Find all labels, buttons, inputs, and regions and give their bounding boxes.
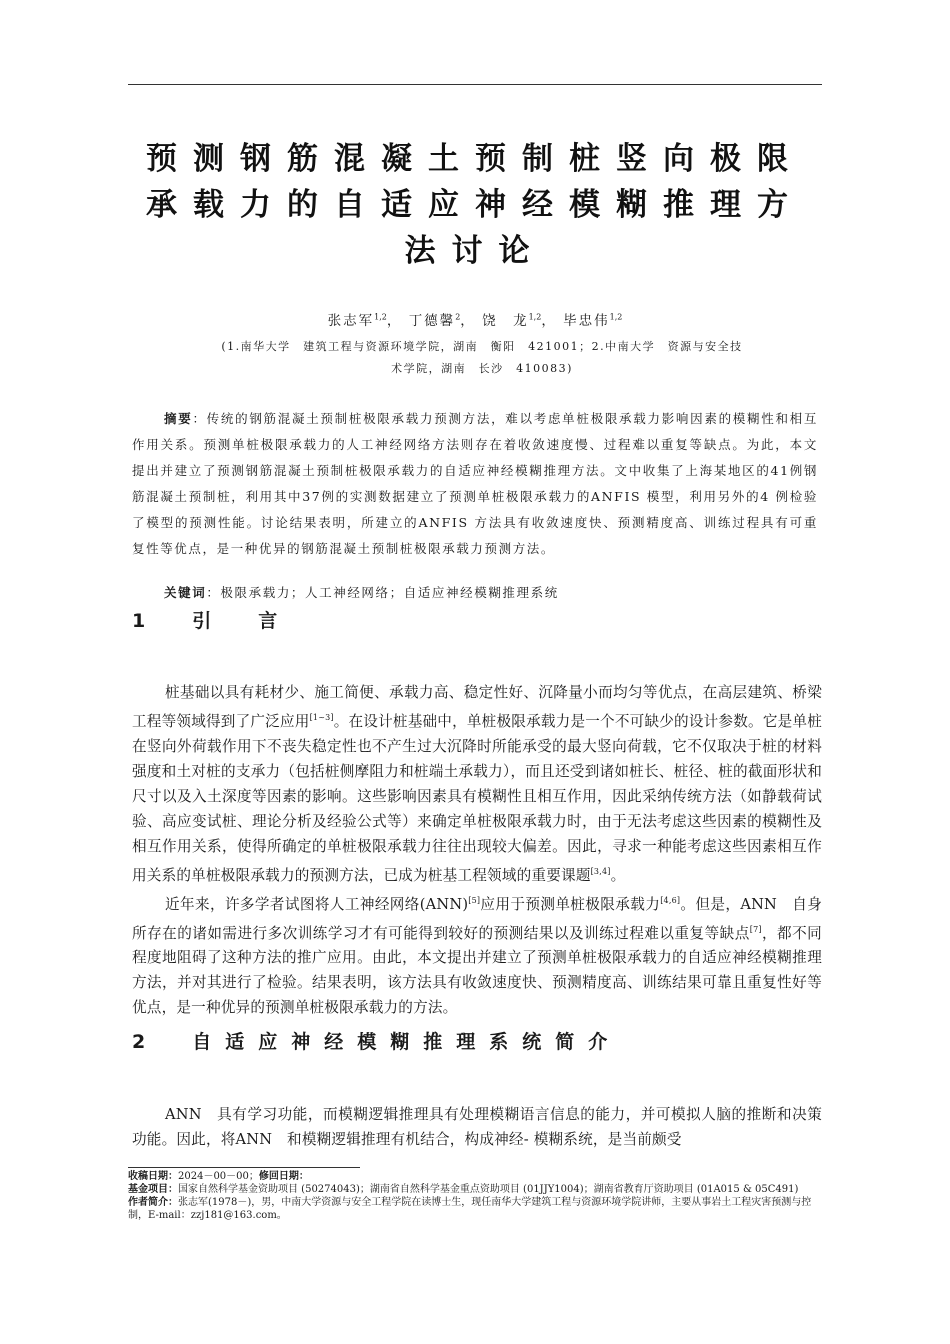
citation[interactable]: [3,4] [590,866,611,876]
keywords-text: ：极限承载力；人工神经网络；自适应神经模糊推理系统 [206,585,559,600]
author-affil-mark: 1,2 [374,312,387,322]
abstract-label: 摘要 [164,411,193,426]
footnote-fund [128,1183,828,1196]
section-1-body [132,680,822,1020]
footnote-rule [128,1167,360,1168]
footnote-label: 修回日期： [258,1171,309,1182]
footnote-label: 作者简介： [128,1197,178,1208]
paragraph-text: 。 [610,866,626,884]
paragraph-text: 。在设计桩基础中，单桩极限承载力是一个不可缺少的设计参数。它是单桩在竖向外荷载作用下不丧失稳定性也不产生过大沉降时所能承受的最大竖向荷载，它不仅取决于桩的材料强度和土对桩的支承力（包括桩侧摩阻力和桩端土承载力），而且还受到诸如桩长、桩径、桩的截面形状和尺寸以及入土深度等因素的影响。这些影响因素具有模糊性且相互作用，因此采纳传统方法（如静载荷试验、高应变试桩、理论分析及经验公式等）来确定单桩极限承载力时，由于无法考虑这些因素的模糊性及相互作用关系，使得所确定的单桩极限承载力往往出现较大偏差。因此，寻求一种能考虑这些因素相互作用关系的单桩极限承载力的预测方法，已成为桩基工程领域的重要课题 [132,712,823,884]
footnotes [128,1170,828,1222]
author-name: 张志军 [327,313,375,329]
author-name: 丁德馨 [408,313,456,329]
citation[interactable]: [5] [468,895,481,905]
abstract [132,406,818,562]
paragraph [132,888,822,1021]
footnote-received [128,1170,828,1183]
section-2-body [132,1102,822,1152]
citation[interactable]: [7] [749,924,762,934]
affiliation-line: 术学院，湖南 长沙 410083) [391,362,573,375]
keywords [132,582,818,604]
author-list: 张志军$^{1,2}$， 丁德馨$^2$， 饶 龙$^{1,2}$， 毕忠伟$^{1,2}$ [327,312,623,329]
abstract-text: ：传统的钢筋混凝土预制桩极限承载力预测方法，难以考虑单桩极限承载力影响因素的模糊性和相互作用关系。预测单桩极限承载力的人工神经网络方法则存在着收敛速度慢、过程难以重复等缺点。为此，本文提出并建立了预测钢筋混凝土预制桩极限承载力的自适应神经模糊推理方法。文中收集了上海某地区的41例钢筋混凝土预制桩，利用其中37例的实测数据建立了预测单桩极限承载力的ANFIS 模型，利用另外的4 例检验了模型的预测性能。讨论结果表明，所建立的ANFIS 方法具有收敛速度快、预测精度高、训练过程具有可重复性等优点，是一种优异的钢筋混凝土预制桩极限承载力预测方法。 [132,411,819,556]
paragraph-text: 应用于预测单桩极限承载力 [480,895,661,913]
paragraph-text: 近年来，许多学者试图将人工神经网络(ANN) [165,895,469,913]
paper-title: 预测钢筋混凝土预制桩竖向极限承载力的自适应神经模糊推理方法讨论 [146,141,804,269]
paragraph-text: ，都不同程度地阻碍了这种方法的推广应用。由此，本文提出并建立了预测单桩极限承载力的自适应神经模糊推理方法，并对其进行了检验。结果表明，该方法具有收敛速度快、预测精度高、训练结果可靠且重复性好等优点，是一种优异的预测单桩极限承载力的方法。 [132,924,822,1017]
footnote-author [128,1196,828,1222]
footnote-text: 国家自然科学基金资助项目 (50274043)；湖南省自然科学基金重点资助项目 (01JJY1004)；湖南省教育厅资助项目 (01A015 & 05C491) [178,1184,799,1195]
section-heading: 2 自适应神经模糊推理系统简介 [132,1031,622,1053]
paragraph: ANN 具有学习功能，而模糊逻辑推理具有处理模糊语言信息的能力，并可模拟人脑的推断和决策功能。因此，将ANN 和模糊逻辑推理有机结合，构成神经- 模糊系统，是当前颇受 [132,1106,822,1148]
author-affil-mark: 1,2 [609,312,623,322]
affiliation-line: (1.南华大学 建筑工程与资源环境学院，湖南 衡阳 421001；2.中南大学 资源与安全技 [221,340,743,353]
paragraph [132,680,822,888]
section-heading: 1 引 言 [132,610,292,632]
footnote-text: 张志军(1978－)，男，中南大学资源与安全工程学院在读博士生，现任南华大学建筑工程与资源环境学院讲师，主要从事岩土工程灾害预测与控制，E-mail：zzj181@163.com。 [128,1197,812,1221]
citation[interactable]: [4,6] [660,895,681,905]
paragraph-text: 。但是，ANN 自身所存在的诸如需进行多次训练学习才有可能得到较好的预测结果以及训练过程难以重复等缺点 [132,895,822,942]
citation[interactable]: [1~3] [309,713,334,722]
footnote-label: 基金项目： [128,1184,178,1195]
author-affil-mark: 1,2 [528,312,542,322]
keywords-label: 关键词 [164,585,207,600]
author-affil-mark: 2 [455,312,461,322]
affiliations [132,336,832,380]
top-rule [128,84,822,85]
author-name: 饶 龙 [482,313,529,329]
footnote-label: 收稿日期： [128,1171,178,1182]
footnote-text: 2024－00－00； [178,1171,259,1182]
paragraph-text: 桩基础以具有耗材少、施工简便、承载力高、稳定性好、沉降量小而均匀等优点，在高层建筑、桥梁工程等领域得到了广泛应用 [132,684,822,730]
author-name: 毕忠伟 [563,313,610,329]
